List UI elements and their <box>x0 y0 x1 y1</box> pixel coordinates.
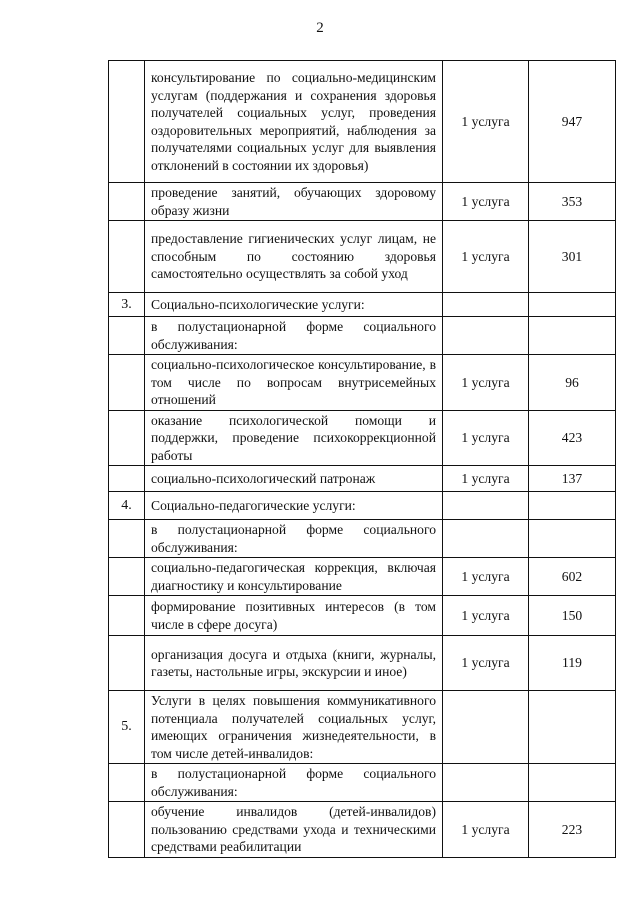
quantity-cell <box>529 317 616 355</box>
row-number <box>109 466 145 492</box>
service-name: формирование позитивных интересов (в том числе в сфере досуга) <box>145 596 443 636</box>
table-row <box>109 61 616 183</box>
table-row <box>109 596 616 636</box>
table-row <box>109 410 616 466</box>
quantity-cell: 602 <box>529 558 616 596</box>
row-number <box>109 355 145 411</box>
services-table <box>108 60 616 858</box>
unit-cell: 1 услуга <box>443 410 529 466</box>
table-row <box>109 221 616 293</box>
quantity-cell <box>529 764 616 802</box>
service-name: консультирование по социально-медицинским услугам (поддержания и сохранения здоровья получателей социальных услуг, проведения оздоровительных мероприятий, наблюдения за получателями социальных услуг для выявления отклонений в состоянии их здоровья) <box>145 61 443 183</box>
service-form: в полустационарной форме социального обслуживания: <box>145 764 443 802</box>
service-name: социально-психологический патронаж <box>145 466 443 492</box>
unit-cell <box>443 293 529 317</box>
quantity-cell: 119 <box>529 636 616 691</box>
table-row <box>109 183 616 221</box>
quantity-cell <box>529 293 616 317</box>
service-name: социально-педагогическая коррекция, включая диагностику и консультирование <box>145 558 443 596</box>
quantity-cell: 353 <box>529 183 616 221</box>
row-number: 3. <box>109 293 145 317</box>
quantity-cell: 301 <box>529 221 616 293</box>
row-number <box>109 183 145 221</box>
table-row <box>109 764 616 802</box>
unit-cell: 1 услуга <box>443 183 529 221</box>
row-number <box>109 221 145 293</box>
unit-cell <box>443 691 529 764</box>
table-row <box>109 636 616 691</box>
unit-cell: 1 услуга <box>443 802 529 858</box>
table-row <box>109 293 616 317</box>
unit-cell <box>443 317 529 355</box>
row-number <box>109 410 145 466</box>
quantity-cell: 96 <box>529 355 616 411</box>
row-number <box>109 636 145 691</box>
table-row <box>109 355 616 411</box>
unit-cell: 1 услуга <box>443 636 529 691</box>
quantity-cell: 137 <box>529 466 616 492</box>
quantity-cell <box>529 691 616 764</box>
service-name: обучение инвалидов (детей-инвалидов) пользованию средствами ухода и техническими средствами реабилитации <box>145 802 443 858</box>
quantity-cell <box>529 492 616 520</box>
section-title: Социально-психологические услуги: <box>145 293 443 317</box>
unit-cell: 1 услуга <box>443 355 529 411</box>
service-form: в полустационарной форме социального обслуживания: <box>145 317 443 355</box>
page-number: 2 <box>316 20 324 36</box>
unit-cell <box>443 764 529 802</box>
quantity-cell: 423 <box>529 410 616 466</box>
unit-cell <box>443 492 529 520</box>
service-name: оказание психологической помощи и поддержки, проведение психокоррекционной работы <box>145 410 443 466</box>
service-name: предоставление гигиенических услуг лицам, не способным по состоянию здоровья самостоятельно осуществлять за собой уход <box>145 221 443 293</box>
quantity-cell <box>529 520 616 558</box>
unit-cell <box>443 520 529 558</box>
quantity-cell: 150 <box>529 596 616 636</box>
table-row <box>109 802 616 858</box>
row-number <box>109 317 145 355</box>
table-row <box>109 691 616 764</box>
unit-cell: 1 услуга <box>443 221 529 293</box>
row-number: 4. <box>109 492 145 520</box>
row-number <box>109 520 145 558</box>
row-number <box>109 764 145 802</box>
table-row <box>109 466 616 492</box>
row-number <box>109 558 145 596</box>
quantity-cell: 223 <box>529 802 616 858</box>
unit-cell: 1 услуга <box>443 61 529 183</box>
unit-cell: 1 услуга <box>443 466 529 492</box>
row-number <box>109 61 145 183</box>
unit-cell: 1 услуга <box>443 558 529 596</box>
section-title: Социально-педагогические услуги: <box>145 492 443 520</box>
table-row <box>109 558 616 596</box>
table-row <box>109 317 616 355</box>
unit-cell: 1 услуга <box>443 596 529 636</box>
service-name: организация досуга и отдыха (книги, журналы, газеты, настольные игры, экскурсии и иное) <box>145 636 443 691</box>
row-number: 5. <box>109 691 145 764</box>
table-row <box>109 492 616 520</box>
row-number <box>109 596 145 636</box>
service-name: социально-психологическое консультирование, в том числе по вопросам внутрисемейных отношений <box>145 355 443 411</box>
quantity-cell: 947 <box>529 61 616 183</box>
table-row <box>109 520 616 558</box>
row-number <box>109 802 145 858</box>
service-form: в полустационарной форме социального обслуживания: <box>145 520 443 558</box>
section-title: Услуги в целях повышения коммуникативного потенциала получателей социальных услуг, имеющих ограничения жизнедеятельности, в том числе детей-инвалидов: <box>145 691 443 764</box>
service-name: проведение занятий, обучающих здоровому образу жизни <box>145 183 443 221</box>
